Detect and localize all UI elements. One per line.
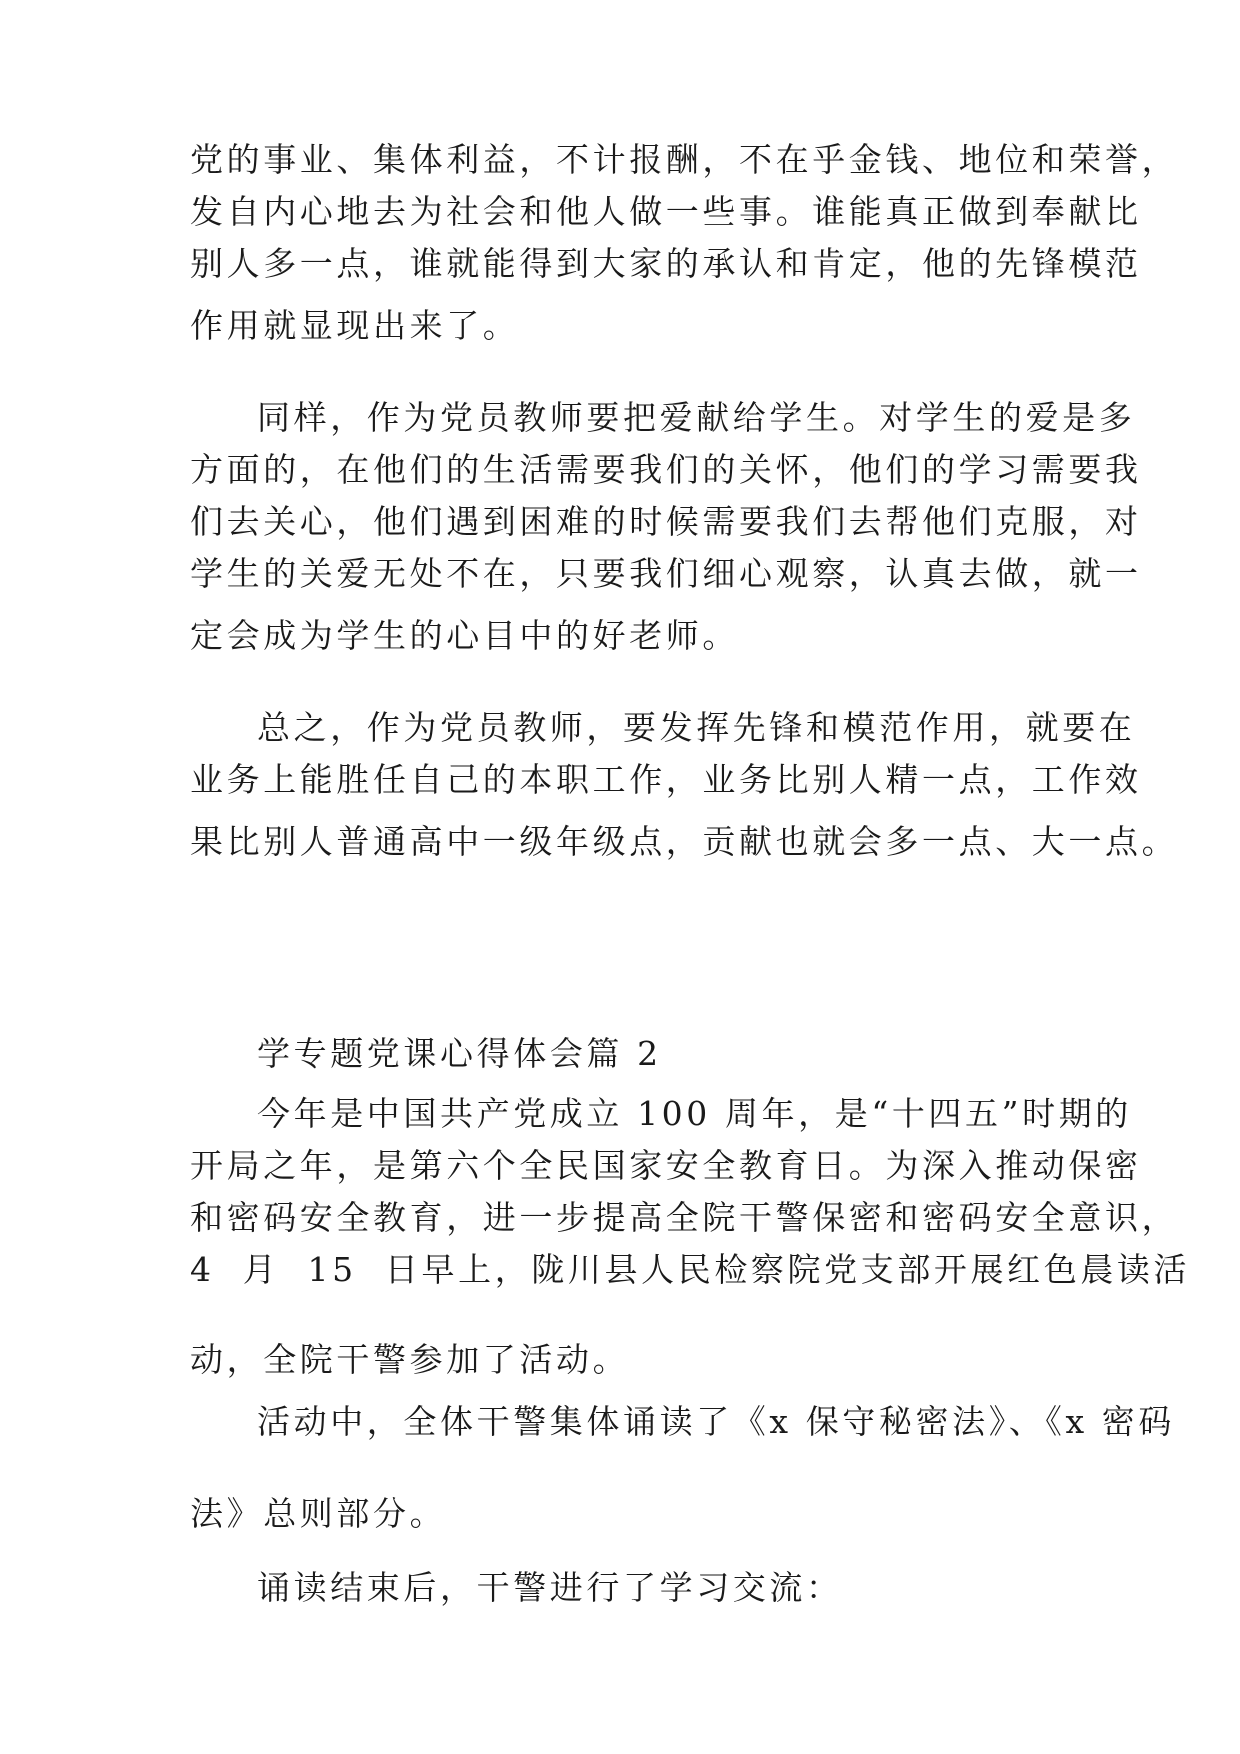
text-line: 4 月 15 日早上，陇川县人民检察院党支部开展红色晨读活 [190, 1250, 1191, 1289]
section-heading: 学专题党课心得体会篇 2 [257, 1034, 662, 1073]
text-line: 党的事业、集体利益，不计报酬，不在乎金钱、地位和荣誉， [190, 140, 1179, 179]
text-line: 业务上能胜任自己的本职工作，业务比别人精一点，工作效 [190, 760, 1142, 799]
paragraph-start: 诵读结束后，干警进行了学习交流： [257, 1568, 843, 1607]
text-line: 方面的，在他们的生活需要我们的关怀，他们的学习需要我 [190, 450, 1142, 489]
text-line: 定会成为学生的心目中的好老师。 [190, 616, 739, 655]
text-line: 学生的关爱无处不在，只要我们细心观察，认真去做，就一 [190, 554, 1142, 593]
text-line: 开局之年，是第六个全民国家安全教育日。为深入推动保密 [190, 1146, 1142, 1185]
paragraph-start: 总之，作为党员教师，要发挥先锋和模范作用，就要在 [257, 708, 1136, 747]
text-line: 果比别人普通高中一级年级点，贡献也就会多一点、大一点。 [190, 822, 1179, 861]
paragraph-start: 同样，作为党员教师要把爱献给学生。对学生的爱是多 [257, 398, 1136, 437]
text-line: 们去关心，他们遇到困难的时候需要我们去帮他们克服，对 [190, 502, 1142, 541]
paragraph-start: 活动中，全体干警集体诵读了《x 保守秘密法》、《x 密码 [257, 1402, 1176, 1441]
text-line: 动，全院干警参加了活动。 [190, 1340, 630, 1379]
paragraph-start: 今年是中国共产党成立 100 周年，是“十四五”时期的 [257, 1094, 1132, 1133]
text-line: 和密码安全教育，进一步提高全院干警保密和密码安全意识， [190, 1198, 1179, 1237]
text-line: 作用就显现出来了。 [190, 306, 520, 345]
text-line: 别人多一点，谁就能得到大家的承认和肯定，他的先锋模范 [190, 244, 1142, 283]
text-line: 法》总则部分。 [190, 1494, 447, 1533]
text-line: 发自内心地去为社会和他人做一些事。谁能真正做到奉献比 [190, 192, 1142, 231]
